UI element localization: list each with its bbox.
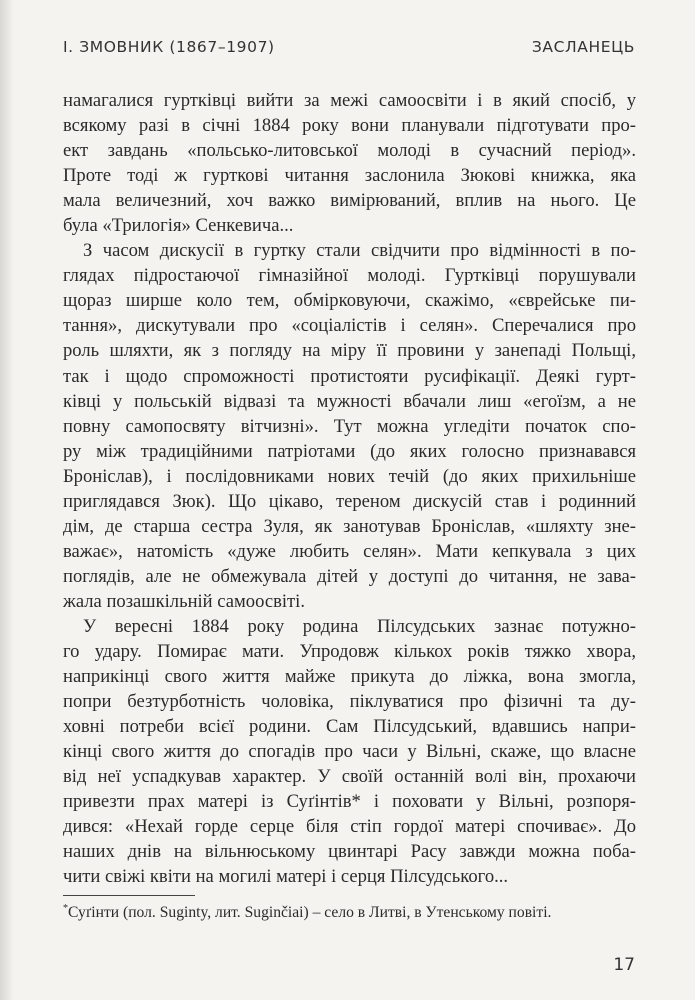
page-gutter-shadow xyxy=(0,0,14,1000)
footnote xyxy=(63,903,636,922)
body-text xyxy=(63,88,636,890)
running-header-section: ЗАСЛАНЕЦЬ xyxy=(531,38,635,56)
text-line: тання», дискутували про «соціалістів і селян». Сперечалися про xyxy=(63,315,636,337)
text-line: З часом дискусії в гуртку стали свідчити про відмінності в по- xyxy=(83,240,636,262)
text-line: поглядів, але не обмежувала дітей у доступі до читання, не зава- xyxy=(63,565,636,587)
text-line: від неї успадкував характер. У своїй останній волі він, прохаючи xyxy=(63,766,636,788)
footnote-marker: * xyxy=(63,903,68,914)
running-header-chapter: І. ЗМОВНИК (1867–1907) xyxy=(63,38,275,56)
text-line: приглядався Зюк). Що цікаво, тереном дискусій став і родинний xyxy=(63,490,636,512)
paragraph xyxy=(63,238,636,614)
text-line: У вересні 1884 року родина Пілсудських зазнає потужно- xyxy=(83,615,636,637)
text-line: дився: «Нехай горде серце біля стіп гордої матері спочиває». До xyxy=(63,816,636,838)
text-line: Броніслав), і послідовниками нових течій (до яких прихильніше xyxy=(63,465,636,487)
text-line: наших днів на вільнюському цвинтарі Расу завжди можна поба- xyxy=(63,841,636,863)
text-line: ру між традиційними патріотами (до яких голосно признавався xyxy=(63,440,636,462)
paragraph xyxy=(63,614,636,890)
text-line: так і щодо спроможності протистояти русифікації. Деякі гурт- xyxy=(63,365,636,387)
text-line: кінці свого життя до спогадів про часи у Вільні, скаже, що власне xyxy=(63,741,636,763)
text-line: важає», натомість «дуже любить селян». Мати кепкувала з цих xyxy=(63,540,636,562)
text-line: Проте тоді ж гурткові читання заслонила Зюкові книжка, яка xyxy=(63,165,636,187)
text-line: попри безтурботність чоловіка, піклуватися про фізичні та ду- xyxy=(63,691,636,713)
text-line: всякому разі в січні 1884 року вони планували підготувати про- xyxy=(63,115,636,137)
page-number: 17 xyxy=(613,955,635,975)
text-line: ховні потреби всієї родини. Сам Пілсудський, вдавшись напри- xyxy=(63,716,636,738)
text-line: ківці у польській відвазі та мужності вбачали лиш «егоїзм, а не xyxy=(63,390,636,412)
text-line: мала величезний, хоч важко вимірюваний, вплив на нього. Це xyxy=(63,190,636,212)
text-line: щораз ширше коло тем, обмірковуючи, скажімо, «єврейське пи- xyxy=(63,290,636,312)
text-line: повну самопосвяту вітчизні». Тут можна угледіти початок спо- xyxy=(63,415,636,437)
text-line: дім, де старша сестра Зуля, як занотував Броніслав, «шляхту зне- xyxy=(63,515,636,537)
text-line: роль шляхти, як з погляду на міру її провини у занепаді Польщі, xyxy=(63,340,636,362)
text-line: була «Трилогія» Сенкевича... xyxy=(63,215,294,237)
footnote-text: Суґінти (пол. Suginty, лит. Suginčiai) – село в Литві, в Утенському повіті. xyxy=(68,904,552,922)
text-line: привезти прах матері із Суґінтів* і поховати у Вільні, розпоря- xyxy=(63,791,636,813)
text-line: жала позашкільній самоосвіті. xyxy=(63,590,305,612)
text-line: ект завдань «польсько-литовської молоді в сучасний період». xyxy=(63,140,636,162)
text-line: наприкінці свого життя майже прикута до ліжка, вона змогла, xyxy=(63,666,636,688)
text-line: намагалися гуртківці вийти за межі самоосвіти і в який спосіб, у xyxy=(63,90,636,111)
text-line: глядах підростаючої гімназійної молоді. Гуртківці порушували xyxy=(63,265,636,287)
footnote-separator xyxy=(63,895,195,896)
paragraph xyxy=(63,88,636,238)
text-line: чити свіжі квіти на могилі матері і серця Пілсудського... xyxy=(63,866,509,888)
text-line: го удару. Помирає мати. Упродовж кількох років тяжко хвора, xyxy=(63,641,636,663)
